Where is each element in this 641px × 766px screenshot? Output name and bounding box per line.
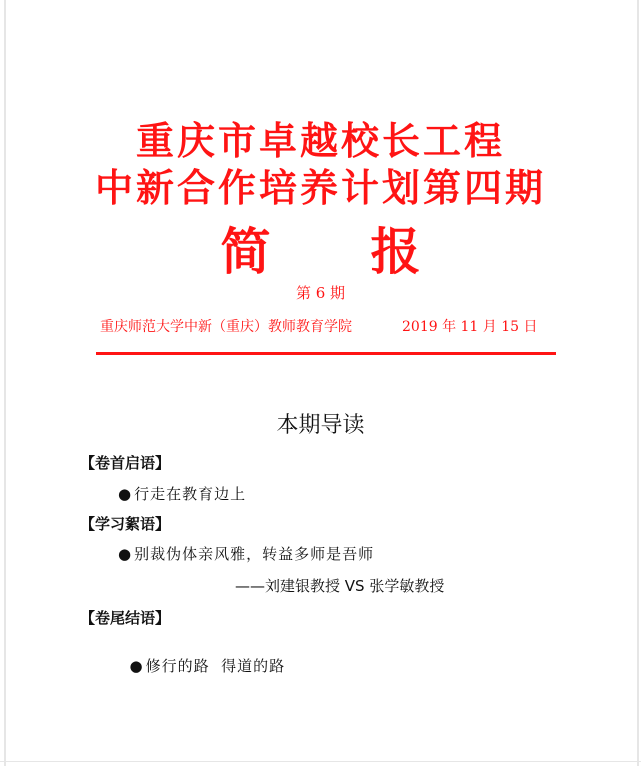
- toc-item-label: 修行的路 得道的路: [145, 657, 286, 675]
- briefing-char-2: 报: [370, 223, 421, 281]
- bullet-icon: ●: [118, 545, 133, 563]
- issue-number: 第 6 期: [295, 284, 346, 302]
- section-heading-study: 【学习絮语】: [80, 515, 171, 533]
- publish-date: 2019 年 11 月 15 日: [402, 319, 538, 335]
- toc-item[interactable]: [118, 543, 374, 564]
- toc-item-label: 别裁伪体亲风雅，转益多师是吾师: [134, 545, 375, 563]
- title-line-1: 重庆市卓越校长工程: [135, 119, 505, 163]
- publisher: 重庆师范大学中新（重庆）教师教育学院: [100, 319, 352, 335]
- toc-byline: ——刘建银教授 VS 张学敏教授: [235, 577, 445, 595]
- section-heading-opening: 【卷首启语】: [80, 454, 171, 472]
- section-heading-closing: 【卷尾结语】: [80, 609, 171, 627]
- toc-item[interactable]: [118, 637, 285, 676]
- toc-item-label: 行走在教育边上: [134, 485, 247, 503]
- briefing-char-1: 简: [220, 223, 271, 281]
- bullet-icon: ●: [118, 485, 133, 503]
- bullet-icon: ●: [129, 657, 144, 675]
- toc-title: 本期导读: [276, 413, 365, 438]
- toc-item[interactable]: [118, 483, 246, 504]
- title-line-2: 中新合作培养计划第四期: [94, 166, 546, 210]
- briefing-title: [0, 212, 641, 284]
- page-bottom-border: [0, 761, 641, 762]
- header-divider: [96, 352, 556, 355]
